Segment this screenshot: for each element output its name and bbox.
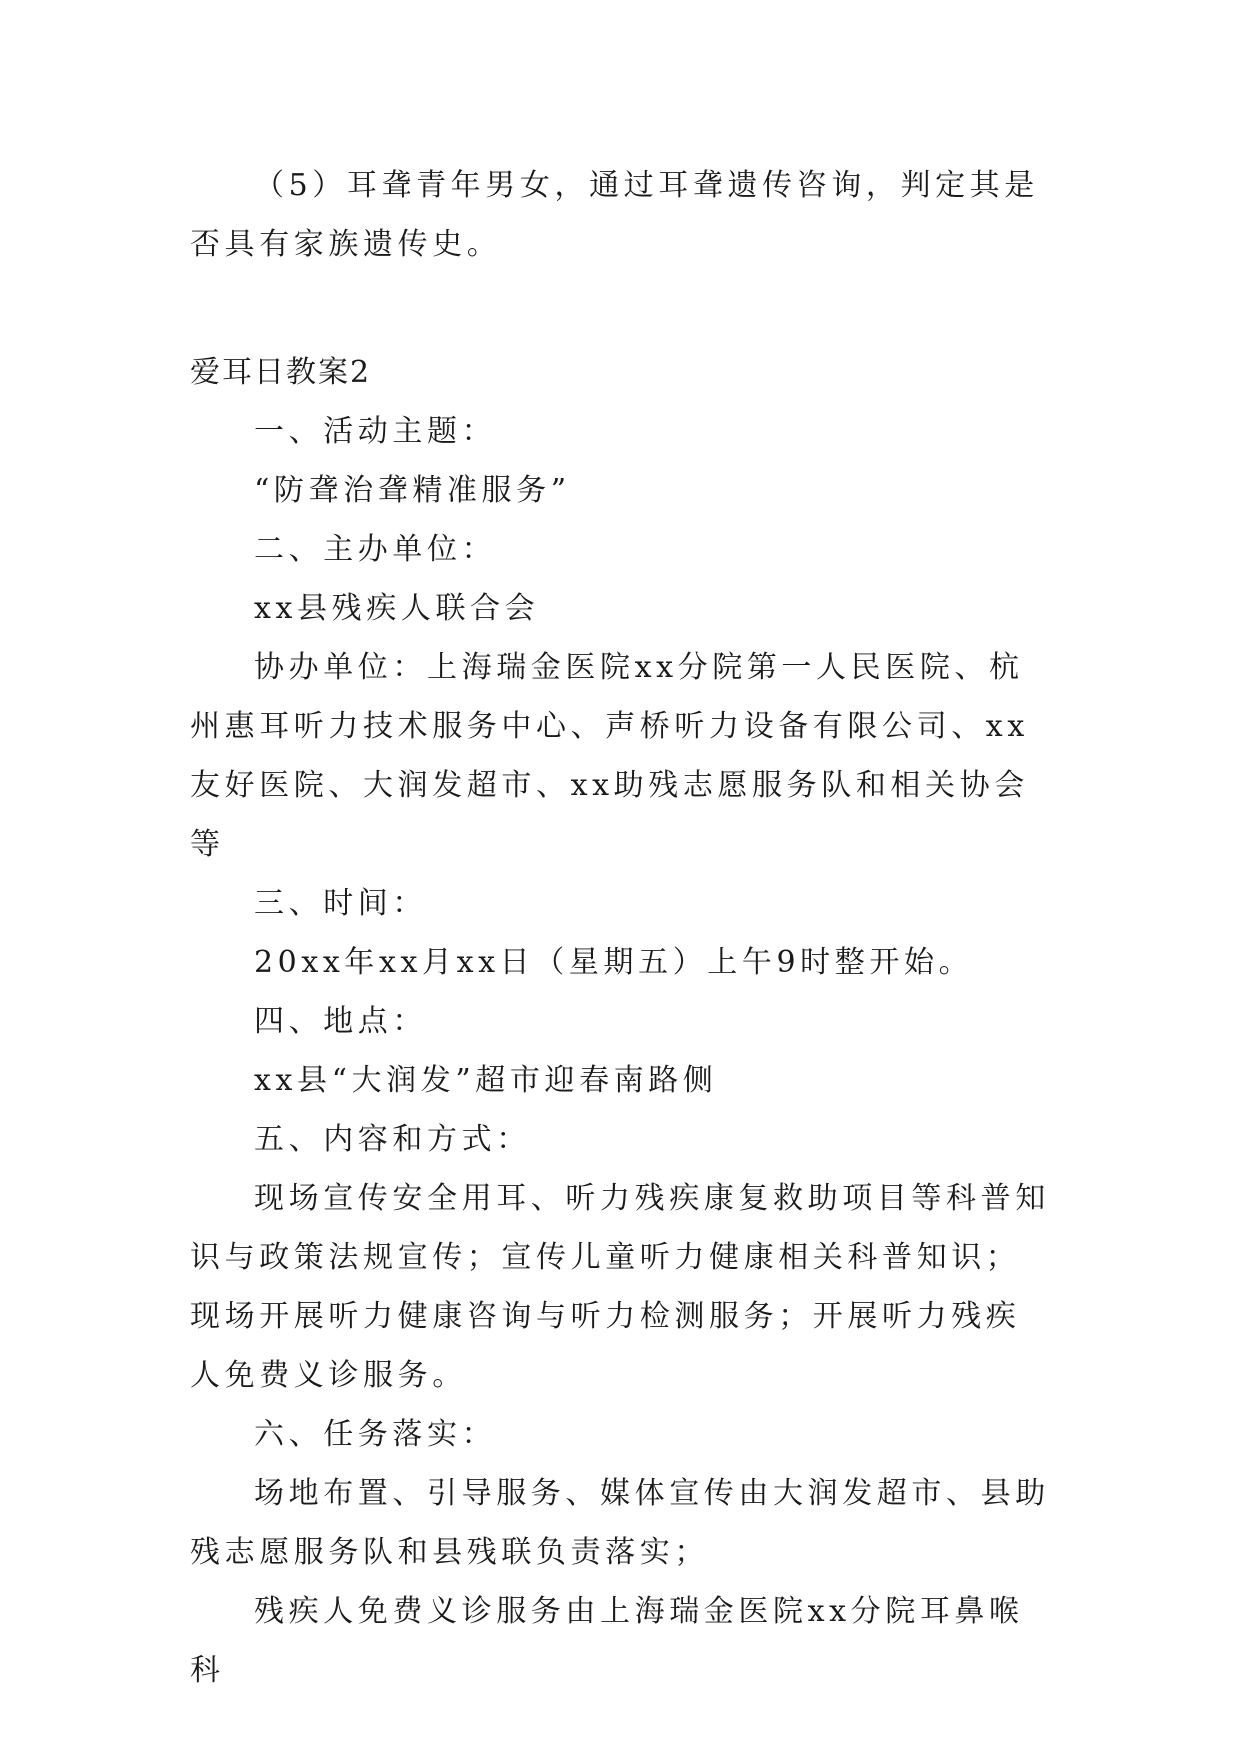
heading-activity-theme: 一、活动主题： (254, 414, 497, 449)
co-organizers-text: 协办单位：上海瑞金医院xx分院第一人民医院、杭州惠耳听力技术服务中心、声桥听力设备有限公司、xx友好医院、大润发超市、xx助残志愿服务队和相关协会等 (190, 650, 1029, 862)
heading-location: 四、地点： (254, 1004, 427, 1039)
content-method-text: 现场宣传安全用耳、听力残疾康复救助项目等科普知识与政策法规宣传；宣传儿童听力健康相关科普知识；现场开展听力健康咨询与听力检测服务；开展听力残疾人免费义诊服务。 (190, 1181, 1050, 1393)
time-text: 20xx年xx月xx日（星期五）上午9时整开始。 (254, 945, 974, 980)
heading-time: 三、时间： (254, 886, 427, 921)
document-body (190, 156, 1054, 1700)
heading-content-method: 五、内容和方式： (254, 1122, 531, 1157)
task-clinic-text: 残疾人免费义诊服务由上海瑞金医院xx分院耳鼻喉科 (190, 1594, 1024, 1688)
organizer-text: xx县残疾人联合会 (254, 591, 540, 626)
location-text: xx县“大润发”超市迎春南路侧 (254, 1063, 718, 1098)
paragraph-item-5: （5）耳聋青年男女，通过耳聋遗传咨询，判定其是否具有家族遗传史。 (190, 168, 1039, 262)
task-venue-text: 场地布置、引导服务、媒体宣传由大润发超市、县助残志愿服务队和县残联负责落实； (190, 1476, 1050, 1570)
section-title: 爱耳日教案2 (190, 355, 372, 390)
heading-task-implementation: 六、任务落实： (254, 1417, 497, 1452)
activity-theme-text: “防聋治聋精准服务” (254, 473, 571, 508)
heading-organizer: 二、主办单位： (254, 532, 497, 567)
